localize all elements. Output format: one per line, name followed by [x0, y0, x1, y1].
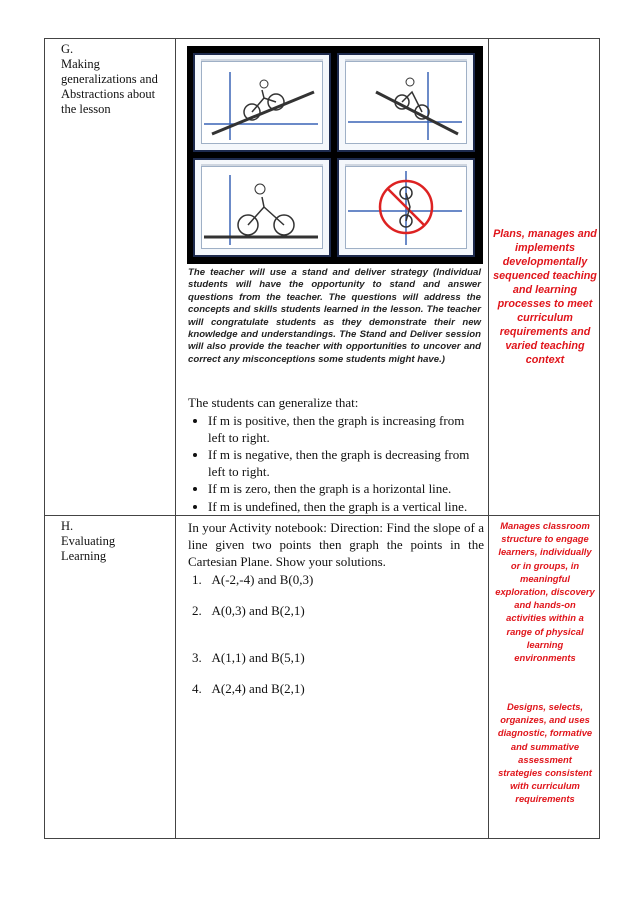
- slide-bike-uphill: [193, 53, 331, 152]
- slides-collage: [187, 46, 483, 264]
- generalization-block: [188, 394, 484, 516]
- row-h-indicator-1: Manages classroom structure to engage learners, individually or in groups, in meaningful exploration, discovery and hands-on activities within a range of physical learning environments: [495, 520, 595, 664]
- item-number: 2.: [192, 603, 212, 618]
- item-3: [192, 649, 305, 666]
- item-text: A(0,3) and B(2,1): [211, 603, 305, 618]
- item-4: [192, 680, 305, 697]
- row-g-letter: G.: [61, 42, 74, 56]
- list-item: • If m is zero, then the graph is a horizontal line.: [208, 481, 484, 498]
- strategy-paragraph: The teacher will use a stand and deliver strategy (Individual students will have the opportunity to stand and answer questions from the teacher. The questions will address the concepts and skills students learned in the lesson. The teacher will congratulate students as they demonstrate their new knowledge and understandings. The Stand and Deliver session will also provide the teacher with opportunities to uncover and correct any misconceptions some students might have.): [188, 267, 481, 365]
- slide-bike-downhill: [337, 53, 475, 152]
- item-text: A(2,4) and B(2,1): [211, 681, 305, 696]
- list-item: • If m is undefined, then the graph is a vertical line.: [208, 499, 484, 516]
- lesson-plan-table: [44, 38, 600, 839]
- item-text: A(1,1) and B(5,1): [211, 650, 305, 665]
- row-h-letter: H.: [61, 519, 74, 533]
- bike-flat-graph: [202, 167, 322, 247]
- item-number: 4.: [192, 681, 212, 696]
- slide-bike-vertical: [337, 158, 475, 257]
- item-1: [192, 571, 313, 588]
- bike-vertical-graph: [346, 167, 466, 247]
- activity-direction: In your Activity notebook: Direction: Find the slope of a line given two points then graph the points in the Cartesian Plane. Show your solutions.: [188, 520, 484, 569]
- item-2: [192, 602, 305, 619]
- row-h-label: [61, 519, 173, 564]
- row-h-title: Evaluating Learning: [61, 534, 116, 563]
- slide-bike-flat: [193, 158, 331, 257]
- list-item: • If m is positive, then the graph is increasing from left to right.: [208, 413, 484, 446]
- column-divider: [488, 39, 489, 838]
- row-g-indicator: Plans, manages and implements developmentally sequenced teaching and learning processes to meet curriculum requirements and varied teaching context: [493, 228, 597, 366]
- row-g-label: [61, 42, 173, 117]
- item-number: 3.: [192, 650, 212, 665]
- column-divider: [175, 39, 176, 838]
- row-g-title: Making generalizations and Abstractions about the lesson: [61, 57, 158, 116]
- bike-downhill-graph: [346, 62, 466, 142]
- bike-uphill-graph: [202, 62, 322, 142]
- item-text: A(-2,-4) and B(0,3): [211, 572, 314, 587]
- item-number: 1.: [192, 572, 212, 587]
- row-h-indicator-2: Designs, selects, organizes, and uses diagnostic, formative and summative assessment strategies consistent with curriculum requirements: [497, 701, 593, 805]
- generalization-intro: The students can generalize that:: [188, 395, 359, 410]
- list-item: • If m is negative, then the graph is decreasing from left to right.: [208, 447, 484, 480]
- generalization-list: [188, 413, 484, 515]
